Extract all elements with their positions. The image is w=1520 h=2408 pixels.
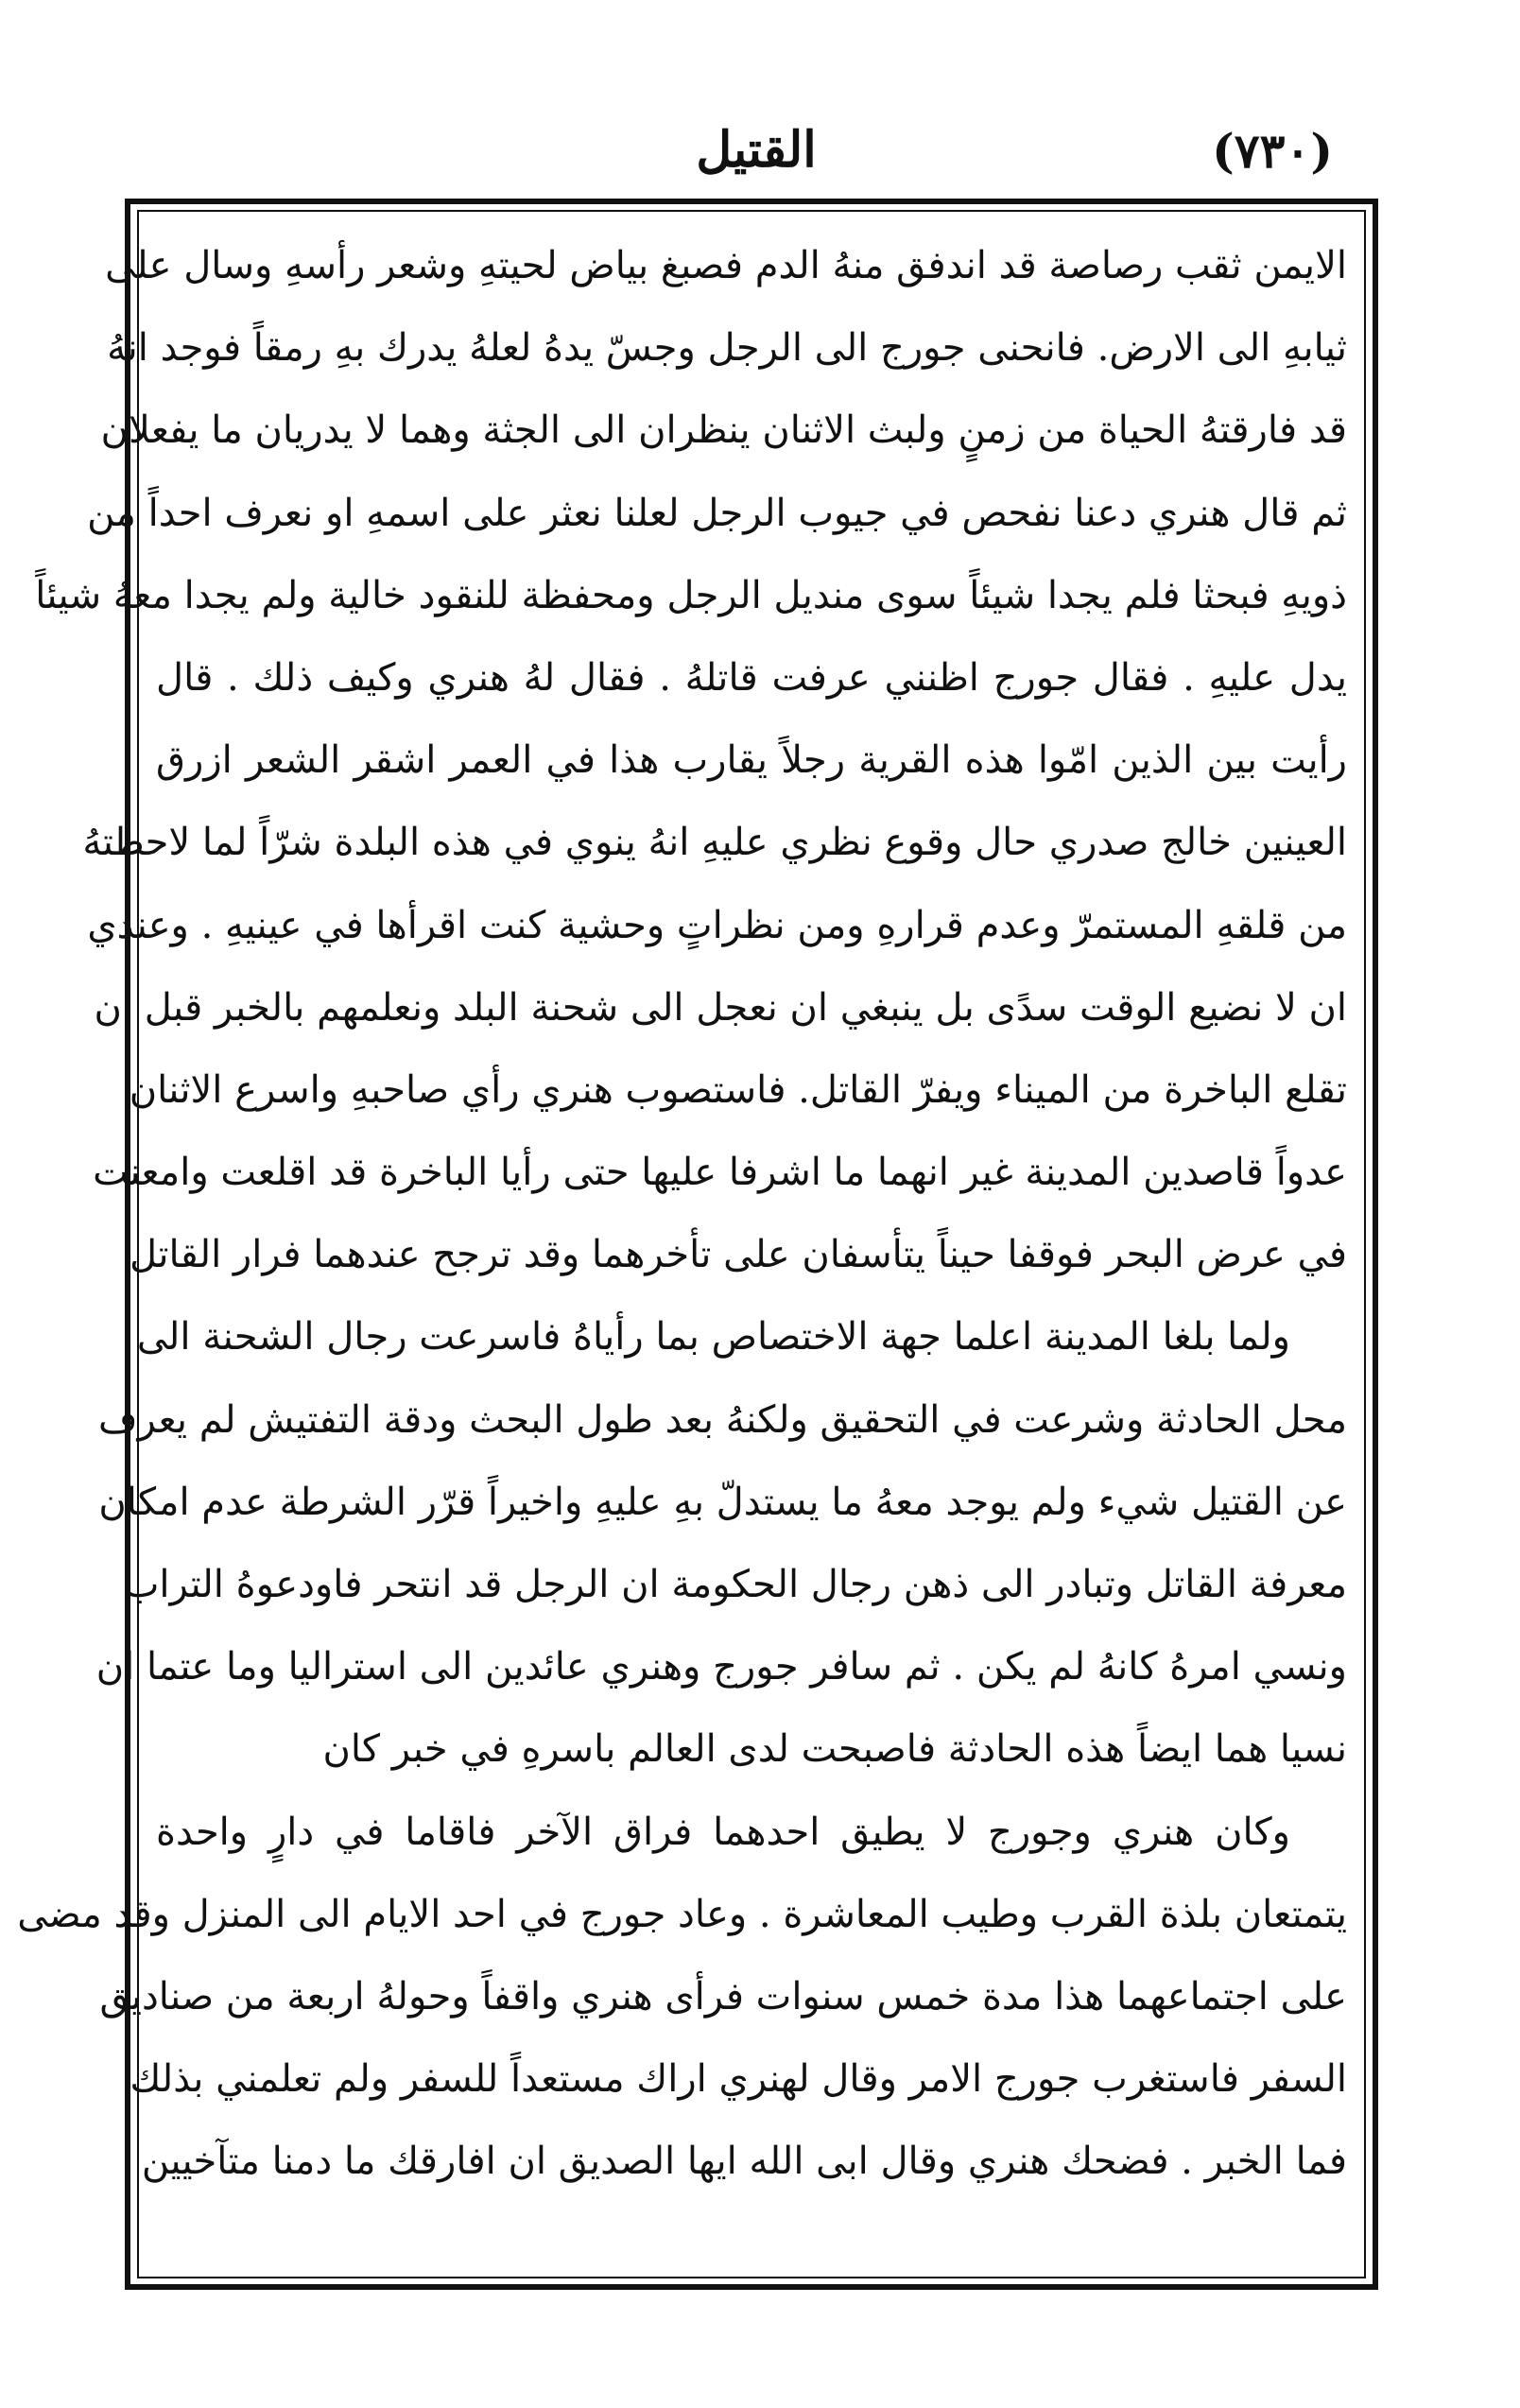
text-line: من قلقهِ المستمرّ وعدم قرارهِ ومن نظراتٍ وحشية كنت اقرأها في عينيهِ . وعندي (87, 903, 1347, 947)
text-line: نسيا هما ايضاً هذه الحادثة فاصبحت لدى العالم باسرهِ في خبر كان (322, 1727, 1347, 1772)
text-line: يدل عليهِ . فقال جورج اظنني عرفت قاتلهُ . فقال لهُ هنري وكيف ذلك . قال (156, 655, 1347, 700)
text-line: يتمتعان بلذة القرب وطيب المعاشرة . وعاد جورج في احد الايام الى المنزل وقد مضى (17, 1892, 1347, 1936)
text-line: ان لا نضيع الوقت سدًى بل ينبغي ان نعجل الى شحنة البلد ونعلمهم بالخبر قبل ان (94, 985, 1347, 1030)
text-line: عن القتيل شيء ولم يوجد معهُ ما يستدلّ بهِ عليهِ واخيراً قرّر الشرطة عدم امكان (98, 1480, 1347, 1524)
text-line: ثم قال هنري دعنا نفحص في جيوب الرجل لعلنا نعثر على اسمهِ او نعرف احداً من (87, 491, 1347, 535)
text-line: رأيت بين الذين امّوا هذه القرية رجلاً يقارب هذا في العمر اشقر الشعر ازرق (156, 738, 1347, 783)
text-line: عدواً قاصدين المدينة غير انهما ما اشرفا عليها حتى رأيا الباخرة قد اقلعت وامعنت (93, 1151, 1347, 1195)
text-line: العينين خالج صدري حال وقوع نظري عليهِ انهُ ينوي في هذه البلدة شرّاً لما لاحظتهُ (82, 821, 1347, 865)
text-line: وكان هنري وجورج لا يطيق احدهما فراق الآخر فاقاما في دارٍ واحدة (156, 1810, 1290, 1854)
text-body (17, 225, 1347, 2267)
text-line: معرفة القاتل وتبادر الى ذهن رجال الحكومة ان الرجل قد انتحر فاودعوهُ التراب (123, 1563, 1347, 1606)
text-line: قد فارقتهُ الحياة من زمنٍ ولبث الاثنان ينظران الى الجثة وهما لا يدريان ما يفعلان (100, 408, 1347, 453)
text-line: ثيابهِ الى الارض. فانحنى جورج الى الرجل وجسّ يدهُ لعلهُ يدرك بهِ رمقاً فوجد انهُ (107, 326, 1347, 371)
text-line: على اجتماعهما هذا مدة خمس سنوات فرأى هنري واقفاً وحولهُ اربعة من صناديق (99, 1974, 1347, 2018)
page-header (142, 113, 1371, 199)
text-line: الايمن ثقب رصاصة قد اندفق منهُ الدم فصبغ بياض لحيتهِ وشعر رأسهِ وسال على (105, 244, 1347, 287)
text-line: فما الخبر . فضحك هنري وقال ابى الله ايها الصديق ان افارقك ما دمنا متآخيين (141, 2139, 1347, 2184)
text-line: في عرض البحر فوقفا حيناً يتأسفان على تأخرهما وقد ترجح عندهما فرار القاتل (130, 1233, 1347, 1277)
page-title: القتيل (696, 121, 817, 179)
text-line: ولما بلغا المدينة اعلما جهة الاختصاص بما رأياهُ فاسرعت رجال الشحنة الى (136, 1315, 1290, 1360)
page-number: (٧٣٠) (1212, 123, 1333, 179)
text-line: ونسي امرهُ كانهُ لم يكن . ثم سافر جورج وهنري عائدين الى استراليا وما عتما ان (95, 1645, 1347, 1689)
text-line: تقلع الباخرة من الميناء ويفرّ القاتل. فاستصوب هنري رأي صاحبهِ واسرع الاثنان (129, 1067, 1347, 1112)
text-line: ذويهِ فبحثا فلم يجدا شيئاً سوى منديل الرجل ومحفظة للنقود خالية ولم يجدا معهُ شيئاً (35, 573, 1347, 617)
text-line: محل الحادثة وشرعت في التحقيق ولكنهُ بعد طول البحث ودقة التفتيش لم يعرف (98, 1397, 1347, 1442)
text-line: السفر فاستغرب جورج الامر وقال لهنري اراك مستعداً للسفر ولم تعلمني بذلك (130, 2057, 1347, 2102)
